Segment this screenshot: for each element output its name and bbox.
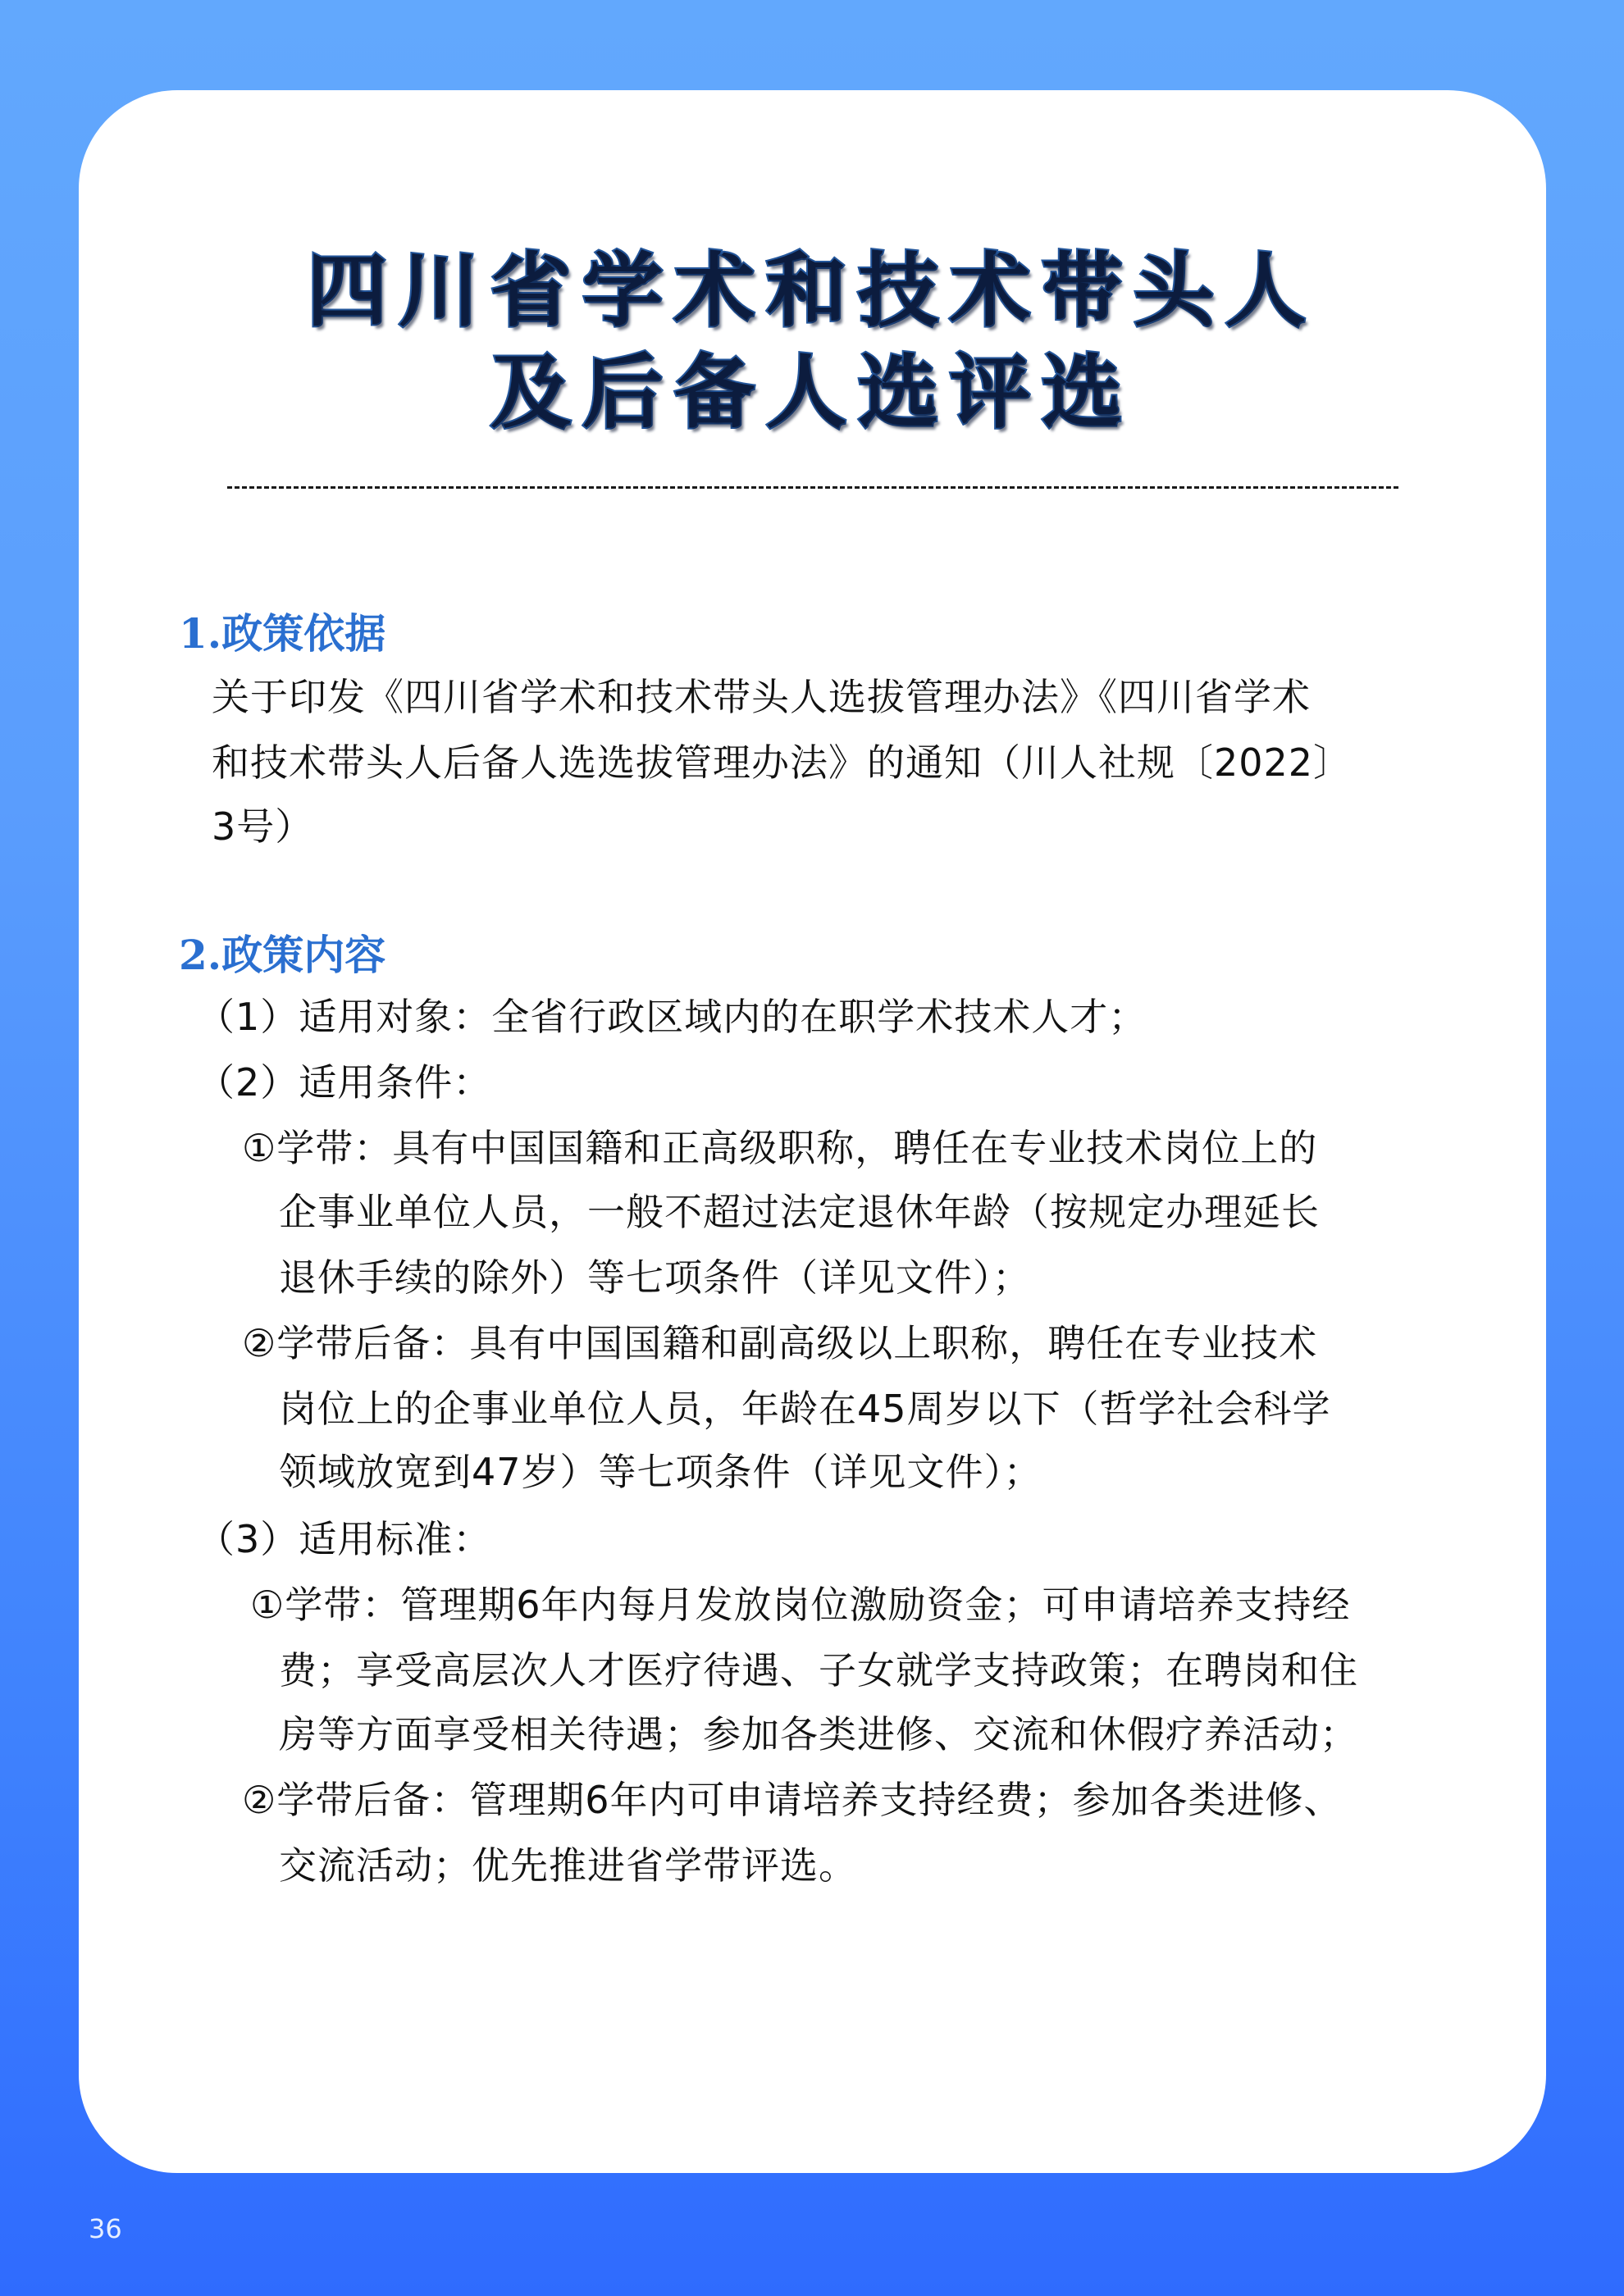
standard-leader-line: 房等方面享受相关待遇；参加各类进修、交流和休假疗养活动； [279,1712,1358,1756]
item-applicable-subjects: （1）适用对象：全省行政区域内的在职学术技术人才； [197,995,1147,1039]
page-title-line-2: 及后备人选评选 [490,345,1134,440]
standard-reserve-line: ②学带后备：管理期6年内可申请培养支持经费；参加各类进修、 [242,1778,1343,1822]
condition-reserve-line: 岗位上的企事业单位人员，年龄在45周岁以下（哲学社会科学 [279,1387,1331,1431]
condition-leader-line: 退休手续的除外）等七项条件（详见文件）； [279,1255,1031,1300]
page-number: 36 [89,2213,122,2244]
page-title-line-1: 四川省学术和技术带头人 [306,244,1317,338]
item-applicable-conditions: （2）适用条件： [197,1060,492,1105]
section-heading-policy-basis: 1.政策依据 [179,609,386,658]
condition-reserve-line: ②学带后备：具有中国国籍和副高级以上职称，聘任在专业技术 [242,1321,1318,1365]
policy-basis-line: 3号） [212,804,314,849]
standard-leader-line: ①学带：管理期6年内每月发放岗位激励资金；可申请培养支持经 [250,1583,1351,1627]
policy-basis-line: 和技术带头人后备人选选拔管理办法》的通知（川人社规〔2022〕 [212,740,1353,785]
standard-leader-line: 费；享受高层次人才医疗待遇、子女就学支持政策；在聘岗和住 [279,1648,1358,1692]
condition-leader-line: 企事业单位人员，一般不超过法定退休年龄（按规定办理延长 [279,1190,1320,1234]
condition-leader-line: ①学带：具有中国国籍和正高级职称，聘任在专业技术岗位上的 [242,1126,1318,1170]
section-heading-policy-content: 2.政策内容 [179,931,386,979]
policy-basis-line: 关于印发《四川省学术和技术带头人选拔管理办法》《四川省学术 [212,675,1311,719]
condition-reserve-line: 领域放宽到47岁）等七项条件（详见文件）； [279,1450,1042,1494]
dashed-divider [227,486,1398,489]
standard-reserve-line: 交流活动；优先推进省学带评选。 [279,1843,857,1888]
item-applicable-standards: （3）适用标准： [197,1517,492,1561]
